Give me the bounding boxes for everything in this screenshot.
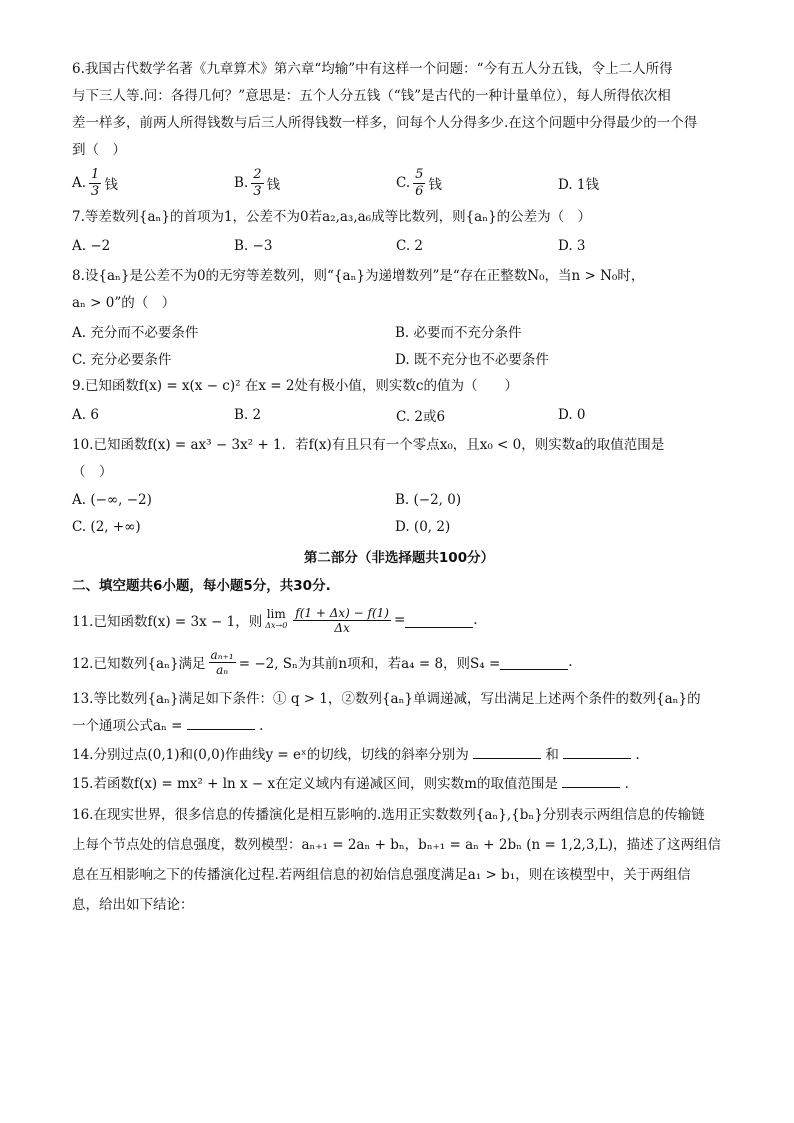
limit-operator <box>265 608 287 632</box>
question-15-line <box>72 771 726 798</box>
question-12-rest: = −2, Sₙ为其前n项和，若a₄ = 8，则S₄ = <box>238 656 501 672</box>
option-c: C. 2 <box>396 238 424 254</box>
option-a: A. (−∞, −2) <box>72 491 152 508</box>
answer-blank[interactable] <box>562 773 620 788</box>
question-11-prefix: 11.已知函数f(x) = 3x − 1，则 <box>72 614 263 630</box>
question-13-line-2 <box>72 713 726 740</box>
question-6-line-4: 到（ ） <box>72 142 126 158</box>
question-6 <box>72 56 726 202</box>
answer-blank-1[interactable] <box>473 744 541 759</box>
answer-blank[interactable] <box>187 715 255 730</box>
question-16-line-3: 息在互相影响之下的传播演化过程.若两组信息的初始信息强度满足a₁ > b₁，则在该模型中，关于两组信 <box>72 867 691 883</box>
question-8 <box>72 263 726 371</box>
question-10 <box>72 432 726 540</box>
answer-blank[interactable] <box>500 655 568 670</box>
answer-blank[interactable] <box>405 613 473 628</box>
option-d: D. 3 <box>558 238 586 254</box>
question-7 <box>72 204 726 261</box>
question-12-fraction <box>209 648 236 677</box>
question-6-line-3: 差一样多，前两人所得钱数与后三人所得钱数一样多，问每个人分得多少.在这个问题中分得最少的一个得 <box>72 115 698 131</box>
option-b-fraction <box>251 167 263 200</box>
option-d: D. (0, 2) <box>395 518 451 535</box>
question-13-end: . <box>259 718 264 734</box>
question-15-prefix: 15.若函数f(x) = mx² + ln x − x在定义域内有递减区间，则实数m的取值范围是 <box>72 776 558 792</box>
option-c-fraction <box>413 167 425 200</box>
question-14-mid: 和 <box>545 747 559 763</box>
question-11-equals: = <box>393 612 406 628</box>
question-11-end: . <box>473 612 478 628</box>
option-b-unit: 钱 <box>266 177 280 193</box>
question-16-line-4: 息，给出如下结论： <box>72 897 194 913</box>
question-8-line-1: 8.设{aₙ}是公差不为0的无穷等差数列，则“{aₙ}为递增数列”是“存在正整数N₀，当n > N₀时， <box>72 268 645 284</box>
question-14 <box>72 742 726 769</box>
option-b-numerator: 2 <box>253 166 262 182</box>
question-9-options <box>72 400 726 430</box>
question-6-line-2: 与下三人等.问：各得几何？”意思是：五个人分五钱（“钱”是古代的一种计量单位），每人所得依次相 <box>72 88 671 104</box>
option-b: B. −3 <box>234 238 273 254</box>
question-13-line-2-text: 一个通项公式aₙ = <box>72 718 183 734</box>
option-c: C. 充分必要条件 <box>72 351 172 368</box>
option-c: C. 2或6 <box>396 409 446 425</box>
option-c-unit: 钱 <box>428 177 442 193</box>
question-10-line-2: （ ） <box>72 464 113 480</box>
option-a-unit: 钱 <box>104 177 118 193</box>
option-d: D. 1钱 <box>558 177 600 193</box>
question-12-denominator: aₙ <box>216 662 229 677</box>
option-a: A. 充分而不必要条件 <box>72 324 199 341</box>
question-12-prefix: 12.已知数列{aₙ}满足 <box>72 656 206 672</box>
question-14-line <box>72 742 726 769</box>
limit-label: lim <box>266 607 286 621</box>
question-7-stem: 7.等差数列{aₙ}的首项为1，公差不为0若a₂,a₃,a₆成等比数列，则{aₙ}的公差为（ ） <box>72 209 592 225</box>
question-12 <box>72 640 726 684</box>
question-12-end: . <box>568 654 573 670</box>
option-b <box>234 167 396 200</box>
answer-blank-2[interactable] <box>563 744 631 759</box>
question-10-options-row-2 <box>72 513 726 540</box>
option-c-numerator: 5 <box>415 166 424 182</box>
question-14-prefix: 14.分别过点(0,1)和(0,0)作曲线y = eˣ的切线，切线的斜率分别为 <box>72 747 469 763</box>
option-a <box>72 167 234 200</box>
question-6-line-1: 6.我国古代数学名著《九章算术》第六章“均输”中有这样一个问题：“今有五人分五钱，令上二人所得 <box>72 61 673 77</box>
option-b-label: B. <box>234 175 249 191</box>
option-d: D. 既不充分也不必要条件 <box>395 351 549 368</box>
question-13-line-1: 13.等比数列{aₙ}满足如下条件：① q > 1，②数列{aₙ}单调递减，写出满足上述两个条件的数列{aₙ}的 <box>72 691 701 707</box>
option-d: D. 0 <box>558 407 586 423</box>
option-a-denominator: 3 <box>91 183 100 199</box>
question-11-numerator: f(1 + Δx) − f(1) <box>295 605 389 620</box>
option-a: A. −2 <box>72 238 111 254</box>
question-9 <box>72 373 726 430</box>
option-c <box>396 167 558 200</box>
question-11-denominator: Δx <box>334 620 350 635</box>
option-b: B. 必要而不充分条件 <box>395 324 522 341</box>
part-heading: 二、填空题共6小题，每小题5分，共30分. <box>72 578 331 594</box>
section-title: 第二部分（非选择题共100分） <box>303 550 495 566</box>
question-12-numerator: aₙ₊₁ <box>210 647 234 662</box>
question-13 <box>72 686 726 740</box>
option-c-label: C. <box>396 175 411 191</box>
limit-subscript: Δx→0 <box>265 621 288 630</box>
exam-page <box>72 56 726 920</box>
option-c: C. (2, +∞) <box>72 518 141 535</box>
option-a-fraction <box>89 167 101 200</box>
option-b: B. 2 <box>234 407 262 423</box>
question-9-stem: 9.已知函数f(x) = x(x − c)² 在x = 2处有极小值，则实数c的值为（ ） <box>72 378 518 394</box>
question-16-line-1: 16.在现实世界，很多信息的传播演化是相互影响的.选用正实数数列{aₙ},{bₙ}分别表示两组信息的传输链 <box>72 807 705 823</box>
question-11 <box>72 602 726 638</box>
question-10-options-row-1 <box>72 486 726 513</box>
question-6-options <box>72 164 726 202</box>
question-10-line-1: 10.已知函数f(x) = ax³ − 3x² + 1．若f(x)有且只有一个零点x₀，且x₀ < 0，则实数a的取值范围是 <box>72 437 665 453</box>
question-14-end: . <box>635 747 640 763</box>
question-8-options-row-2 <box>72 344 726 371</box>
option-b-denominator: 3 <box>253 183 262 199</box>
option-a: A. 6 <box>72 407 99 423</box>
option-a-numerator: 1 <box>91 166 100 182</box>
question-16-line-2: 上每个节点处的信息强度，数列模型：aₙ₊₁ = 2aₙ + bₙ，bₙ₊₁ = aₙ + 2bₙ (n = 1,2,3,L)，描述了这两组信 <box>72 837 721 853</box>
question-8-options-row-1 <box>72 317 726 344</box>
question-15-end: . <box>624 776 629 792</box>
question-7-options <box>72 231 726 261</box>
option-a-label: A. <box>72 175 87 191</box>
option-b: B. (−2, 0) <box>395 491 462 508</box>
question-16 <box>72 800 726 920</box>
question-8-line-2: aₙ > 0”的（ ） <box>72 295 176 311</box>
question-15 <box>72 771 726 798</box>
option-c-denominator: 6 <box>415 183 424 199</box>
question-11-fraction <box>293 606 391 635</box>
